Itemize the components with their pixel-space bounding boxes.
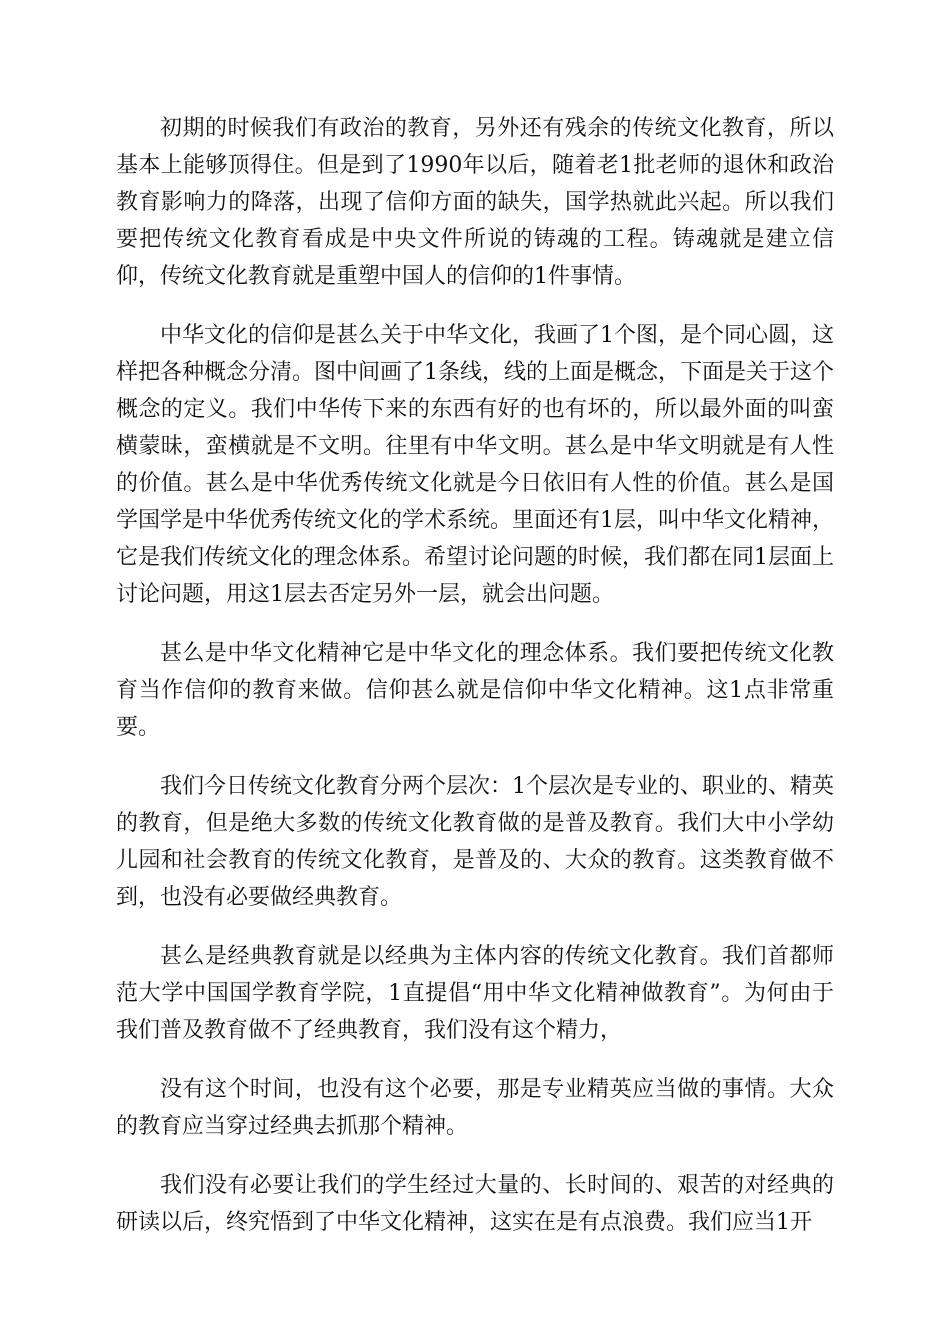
paragraph: 我们今日传统文化教育分两个层次：1个层次是专业的、职业的、精英的教育，但是绝大多数的传统文化教育做的是普及教育。我们大中小学幼儿园和社会教育的传统文化教育，是普及的、大众的教育。这类教育做不到，也没有必要做经典教育。 bbox=[116, 774, 834, 910]
paragraph: 没有这个时间，也没有这个必要，那是专业精英应当做的事情。大众的教育应当穿过经典去抓那个精神。 bbox=[116, 1077, 834, 1139]
paragraph: 甚么是中华文化精神它是中华文化的理念体系。我们要把传统文化教育当作信仰的教育来做。信仰甚么就是信仰中华文化精神。这1点非常重要。 bbox=[116, 641, 834, 740]
paragraph: 甚么是经典教育就是以经典为主体内容的传统文化教育。我们首都师范大学中国国学教育学院，1直提倡“用中华文化精神做教育”。为何由于我们普及教育做不了经典教育，我们没有这个精力， bbox=[116, 944, 834, 1043]
paragraph: 中华文化的信仰是甚么关于中华文化，我画了1个图，是个同心圆，这样把各种概念分清。图中间画了1条线，线的上面是概念，下面是关于这个概念的定义。我们中华传下来的东西有好的也有坏的，所以最外面的叫蛮横蒙昧，蛮横就是不文明。往里有中华文明。甚么是中华文明就是有人性的价值。甚么是中华优秀传统文化就是今日依旧有人性的价值。甚么是国学国学是中华优秀传统文化的学术系统。里面还有1层，叫中华文化精神，它是我们传统文化的理念体系。希望讨论问题的时候，我们都在同1层面上讨论问题，用这1层去否定另外一层，就会出问题。 bbox=[116, 323, 834, 607]
document-page bbox=[116, 110, 834, 1263]
paragraph: 初期的时候我们有政治的教育，另外还有残余的传统文化教育，所以基本上能够顶得住。但是到了1990年以后，随着老1批老师的退休和政治教育影响力的降落，出现了信仰方面的缺失，国学热就此兴起。所以我们要把传统文化教育看成是中央文件所说的铸魂的工程。铸魂就是建立信仰，传统文化教育就是重塑中国人的信仰的1件事情。 bbox=[116, 116, 834, 289]
paragraph: 我们没有必要让我们的学生经过大量的、长时间的、艰苦的对经典的研读以后，终究悟到了中华文化精神，这实在是有点浪费。我们应当1开 bbox=[116, 1173, 834, 1235]
